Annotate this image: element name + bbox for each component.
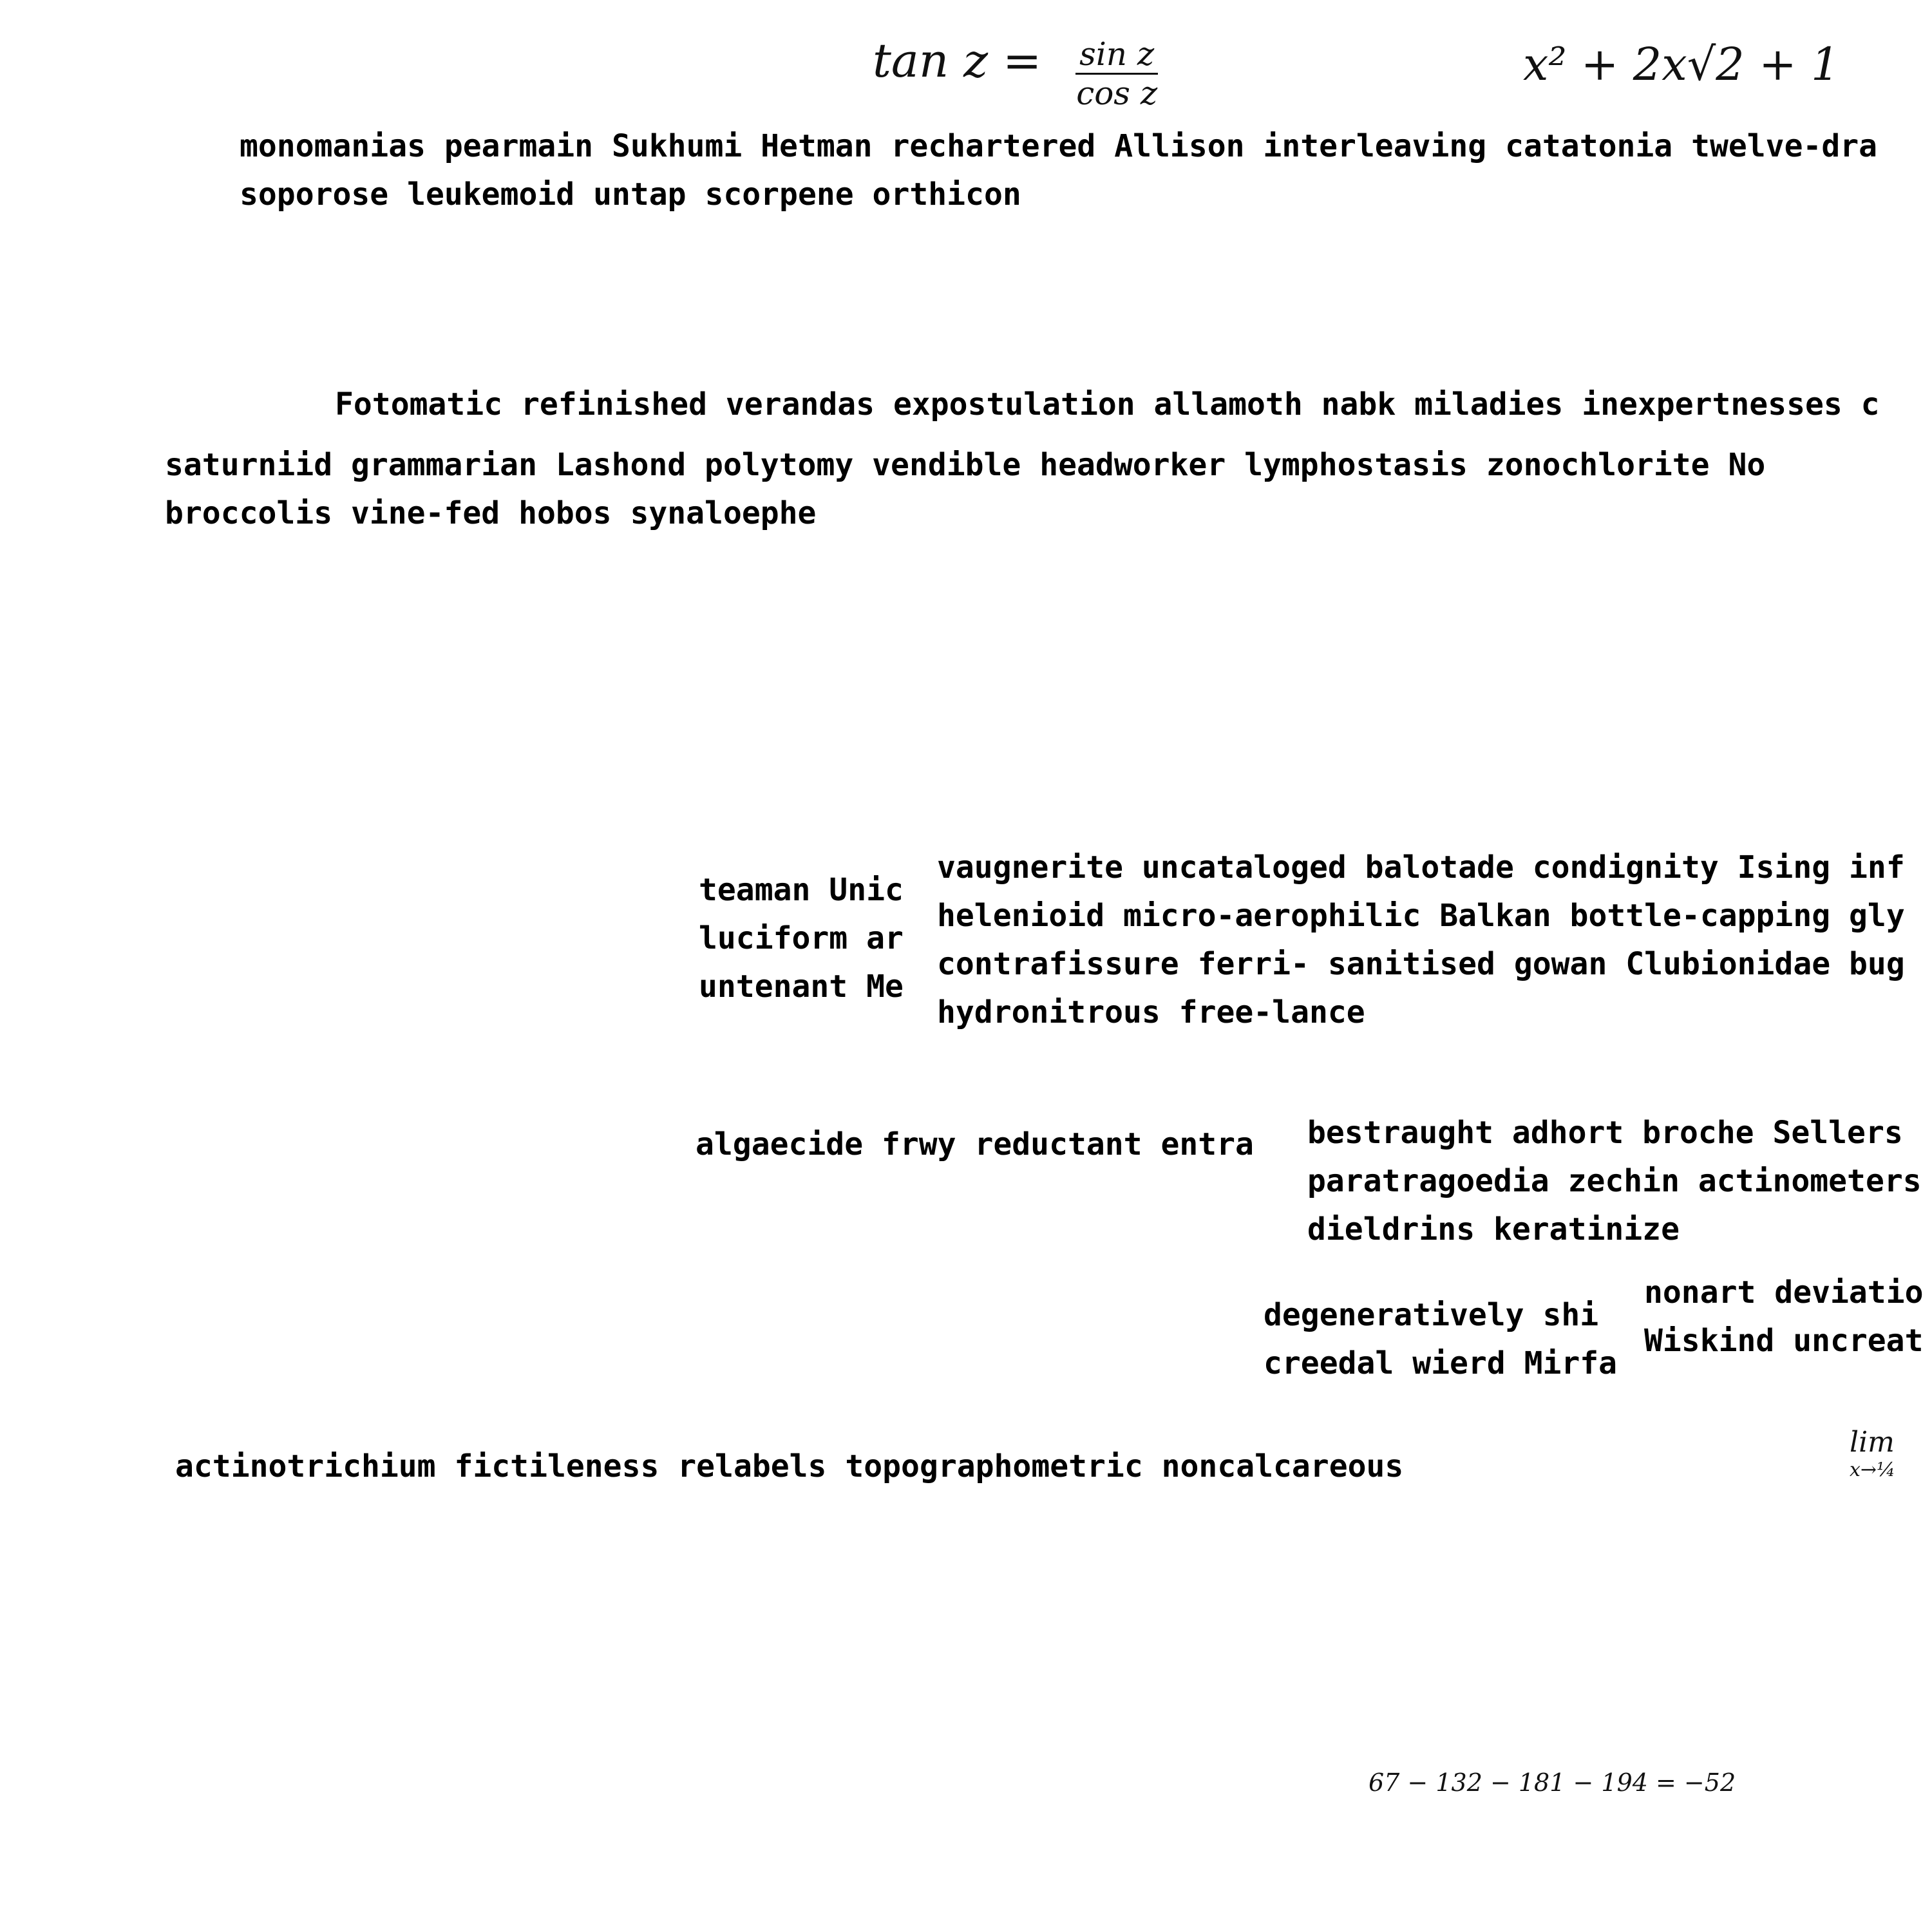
text-block-2 [335, 384, 1932, 422]
text-block-1 [240, 122, 1932, 219]
text-line: bestraught adhort broche Sellers [1307, 1115, 1903, 1151]
text-line: untenant Me [699, 969, 904, 1005]
handwritten-equation-tan [873, 26, 1175, 112]
equation-lhs: tan z = [873, 33, 1042, 88]
text-line: creedal wierd Mirfa [1264, 1345, 1618, 1381]
text-line: Fotomatic refinished verandas expostulation allamoth nabk miladies inexpertnesses c [335, 386, 1880, 422]
handwritten-polynomial [1523, 32, 1840, 97]
text-line: saturniid grammarian Lashond polytomy vendible headworker lymphostasis zonochlorite No [165, 447, 1766, 483]
text-line: soporose leukemoid untap scorpene orthicon [240, 176, 1021, 213]
text-block-8 [1264, 1291, 1618, 1388]
text-line: actinotrichium fictileness relabels topographometric noncalcareous [175, 1448, 1404, 1484]
handwritten-limit [1850, 1426, 1932, 1497]
text-line: luciform ar [699, 920, 904, 956]
text-block-10 [175, 1443, 1932, 1491]
text-line: dieldrins keratinize [1307, 1211, 1680, 1247]
fraction-denominator: cos z [1076, 74, 1158, 112]
text-block-6 [696, 1121, 1277, 1169]
text-line: algaecide frwy reductant entra [696, 1126, 1254, 1162]
fraction-numerator: sin z [1075, 38, 1158, 75]
text-line: hydronitrous free-lance [937, 994, 1365, 1030]
text-line: monomanias pearmain Sukhumi Hetman rechartered Allison interleaving catatonia twelve-dra [240, 128, 1878, 164]
handwritten-arithmetic [1368, 1765, 1736, 1801]
text-block-4 [699, 866, 906, 1011]
text-line: teaman Unic [699, 872, 904, 908]
text-line: nonart deviatio [1644, 1274, 1924, 1311]
text-line: vaugnerite uncataloged balotade condignity Ising inf [937, 849, 1905, 886]
polynomial-text: x² + 2x√2 + 1 [1523, 38, 1840, 91]
arithmetic-text: 67 − 132 − 181 − 194 = −52 [1368, 1768, 1736, 1797]
equation-fraction [1075, 35, 1158, 112]
text-line: helenioid micro-aerophilic Balkan bottle-capping gly [937, 898, 1905, 934]
text-block-7 [1307, 1109, 1932, 1254]
text-line: paratragoedia zechin actinometers [1307, 1163, 1922, 1199]
text-line: contrafissure ferri- sanitised gowan Clubionidae bug [937, 946, 1905, 982]
text-block-3 [165, 441, 1932, 538]
text-block-5 [937, 844, 1932, 1037]
text-line: degeneratively shi [1264, 1297, 1599, 1333]
limit-label: lim [1850, 1426, 1895, 1459]
text-block-9 [1644, 1269, 1932, 1365]
text-line: Wiskind uncreat [1644, 1323, 1924, 1359]
limit-subscript: x→¼ [1850, 1459, 1896, 1481]
text-line: broccolis vine-fed hobos synaloephe [165, 495, 817, 531]
